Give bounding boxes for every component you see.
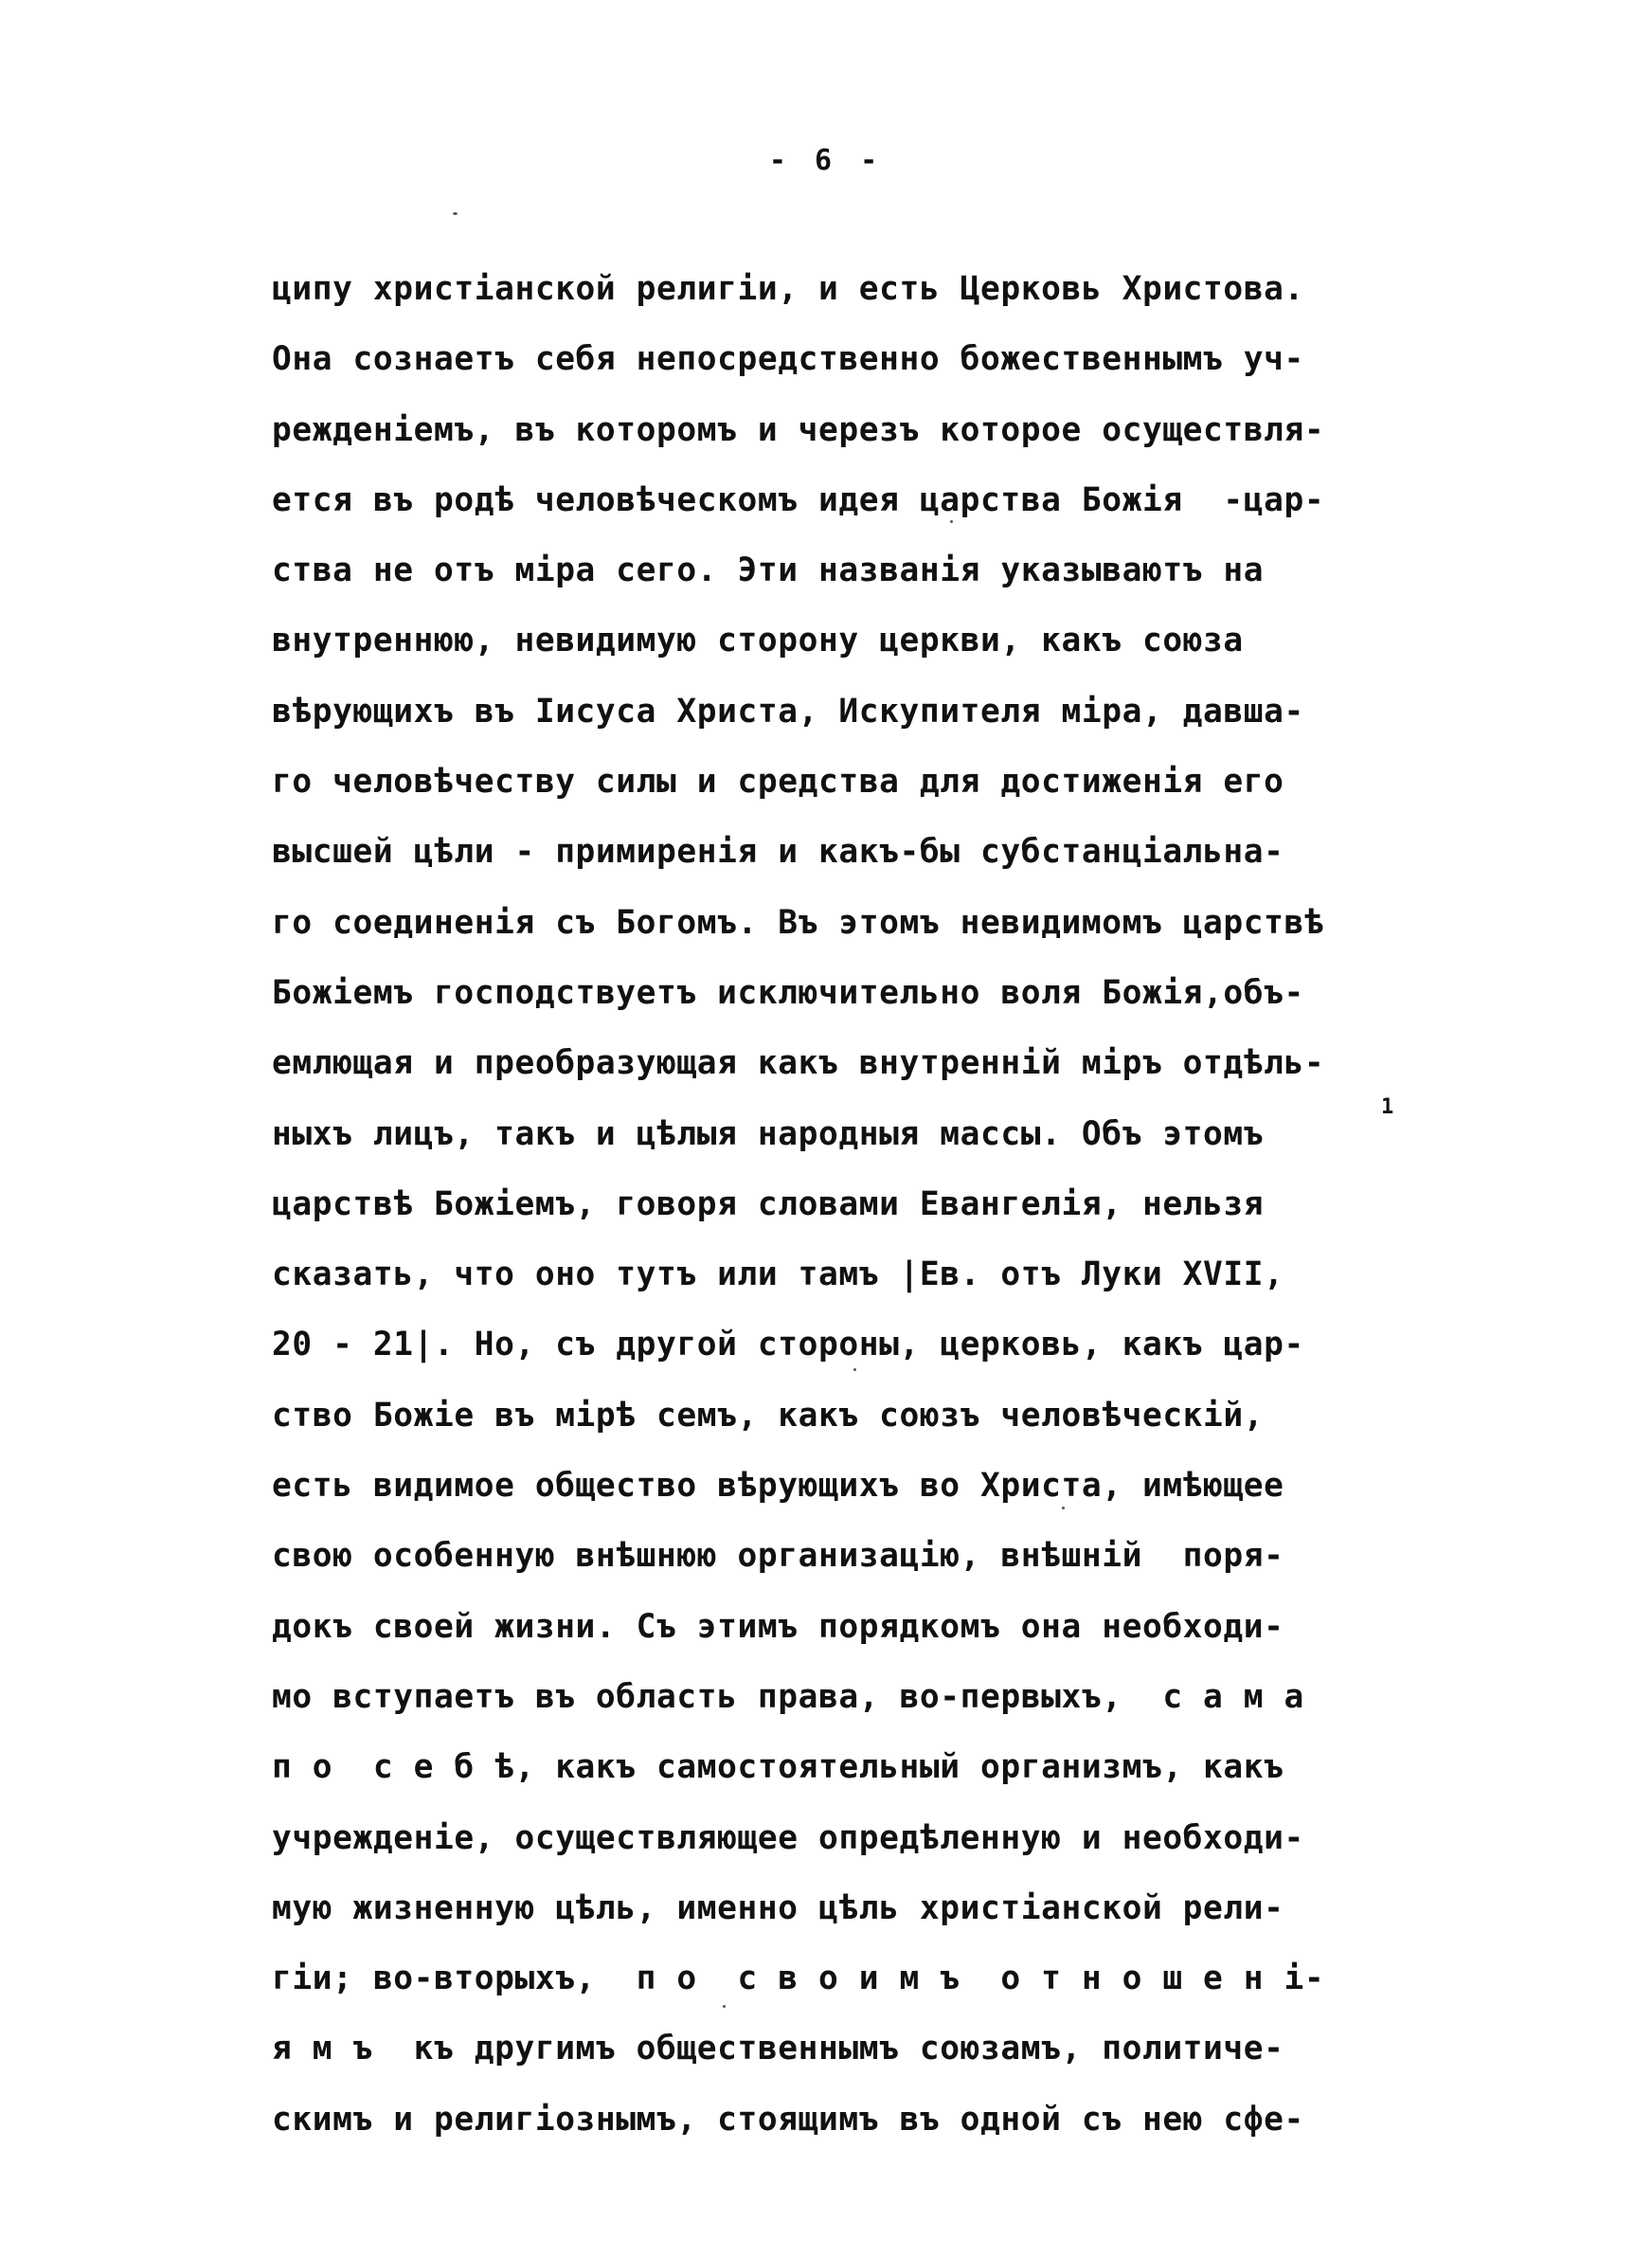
text-line: высшей цѣли - примиренія и какъ-бы субстанціальна- bbox=[272, 833, 1284, 872]
text-line: вѣрующихъ въ Іисуса Христа, Искупителя міра, давша- bbox=[272, 692, 1304, 731]
text-line: учрежденіе, осуществляющее опредѣленную и необходи- bbox=[272, 1818, 1304, 1857]
text-line: 20 - 21|. Но, съ другой стороны, церковь, какъ цар- bbox=[272, 1326, 1304, 1364]
text-line: ется въ родѣ человѣческомъ идея царства Божія -цар- bbox=[272, 480, 1325, 519]
text-line: есть видимое общество вѣрующихъ во Христа, имѣющее bbox=[272, 1467, 1284, 1506]
text-line: царствѣ Божіемъ, говоря словами Евангелія, нельзя bbox=[272, 1184, 1265, 1223]
body-text bbox=[272, 254, 1446, 2155]
text-line: Божіемъ господствуетъ исключительно воля Божія,объ- bbox=[272, 973, 1304, 1012]
text-line: ство Божіе въ мірѣ семъ, какъ союзъ человѣческій, bbox=[272, 1396, 1265, 1435]
text-line: го соединенія съ Богомъ. Въ этомъ невидимомъ царствѣ bbox=[272, 903, 1325, 942]
text-line: гіи; во-вторыхъ, п о с в о и м ъ о т н о ш е н і- bbox=[272, 1959, 1325, 1998]
scan-speck bbox=[950, 520, 953, 523]
text-line: режденіемъ, въ которомъ и черезъ которое осуществля- bbox=[272, 410, 1325, 449]
text-line: ципу христіанской религіи, и есть Церковь Христова. bbox=[272, 270, 1304, 308]
text-line: Она сознаетъ себя непосредственно божественнымъ уч- bbox=[272, 340, 1304, 379]
text-line: мо вступаетъ въ область права, во-первыхъ, с а м а bbox=[272, 1677, 1304, 1716]
text-line: ныхъ лицъ, такъ и цѣлыя народныя массы. Объ этомъ bbox=[272, 1114, 1265, 1153]
text-line: внутреннюю, невидимую сторону церкви, какъ союза bbox=[272, 622, 1244, 660]
scan-speck bbox=[453, 212, 458, 215]
text-line: ства не отъ міра сего. Эти названія указываютъ на bbox=[272, 551, 1265, 590]
text-line: п о с е б ѣ, какъ самостоятельный организмъ, какъ bbox=[272, 1748, 1284, 1787]
scan-speck bbox=[853, 1368, 856, 1371]
text-line: сказать, что оно тутъ или тамъ |Ев. отъ Луки XVII, bbox=[272, 1255, 1284, 1294]
text-line: свою особенную внѣшнюю организацію, внѣшній поря- bbox=[272, 1537, 1284, 1576]
text-line: докъ своей жизни. Съ этимъ порядкомъ она необходи- bbox=[272, 1607, 1284, 1646]
page-number: - 6 - bbox=[768, 144, 884, 177]
scan-speck bbox=[723, 2005, 726, 2008]
text-line: емлющая и преобразующая какъ внутренній міръ отдѣль- bbox=[272, 1044, 1325, 1083]
scan-speck bbox=[1062, 1507, 1065, 1509]
text-line: я м ъ къ другимъ общественнымъ союзамъ, политиче- bbox=[272, 2030, 1284, 2068]
margin-mark: 1 bbox=[1381, 1095, 1394, 1119]
text-line: скимъ и религіознымъ, стоящимъ въ одной съ нею сфе- bbox=[272, 2100, 1304, 2139]
text-line: го человѣчеству силы и средства для достиженія его bbox=[272, 763, 1284, 802]
text-line: мую жизненную цѣль, именно цѣль христіанской рели- bbox=[272, 1888, 1284, 1927]
